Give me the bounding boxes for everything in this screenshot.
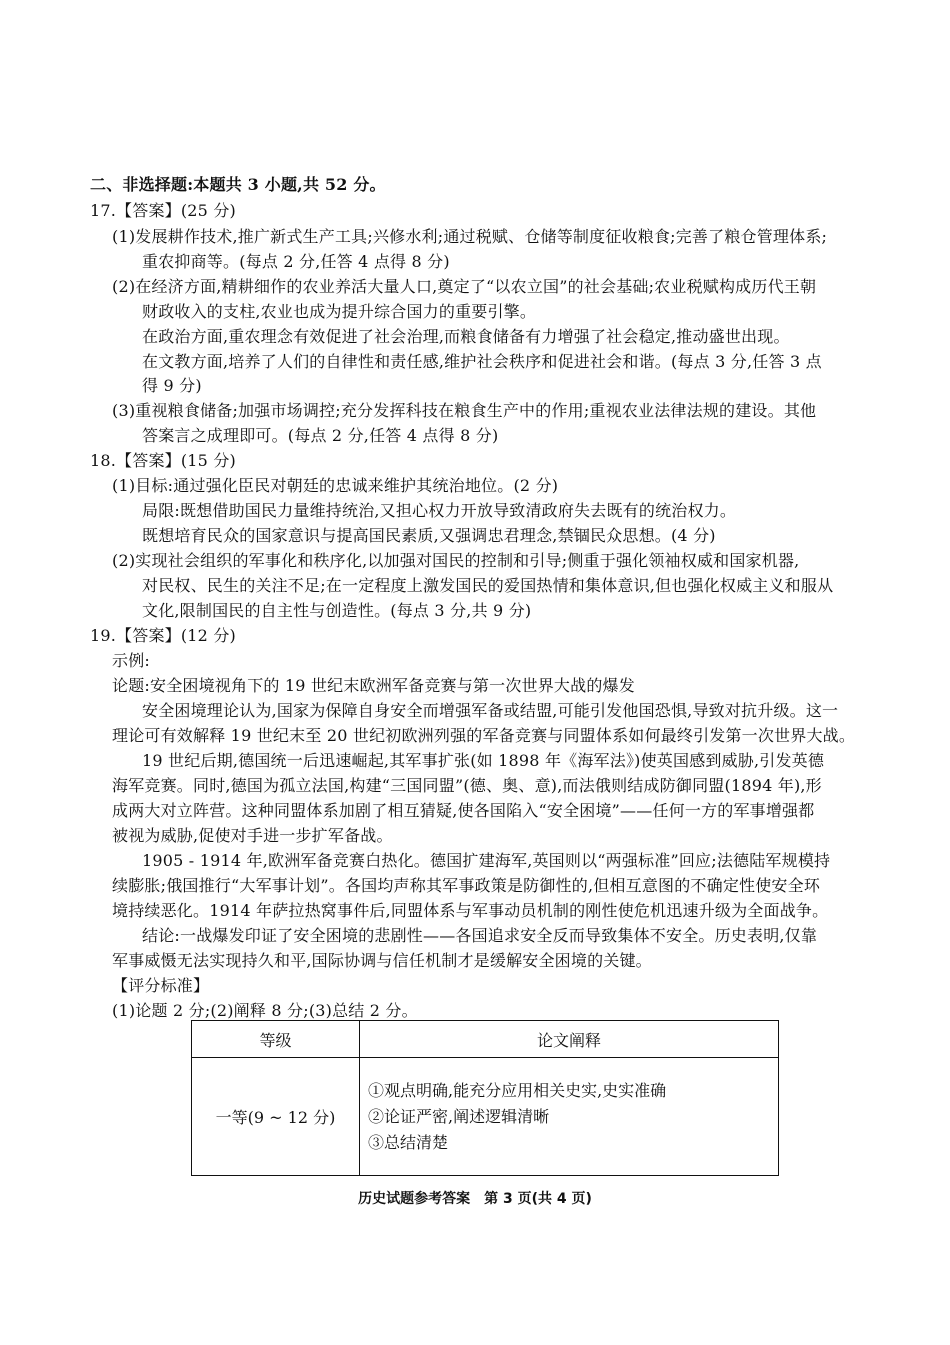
grading-table [191,1020,779,1176]
q17-part2-line5: 得 9 分) [142,376,202,395]
q19-thesis: 论题:安全困境视角下的 19 世纪末欧洲军备竞赛与第一次世界大战的爆发 [112,676,635,695]
q18-part1-line1: (1)目标:通过强化臣民对朝廷的忠诚来维护其统治地位。(2 分) [112,476,559,495]
q19-para1-line1: 安全困境理论认为,国家为保障自身安全而增强军备或结盟,可能引发他国恐惧,导致对抗升级。这一 [142,701,839,720]
q19-para3-line3: 境持续恶化。1914 年萨拉热窝事件后,同盟体系与军事动员机制的刚性使危机迅速升级为全面战争。 [112,901,829,920]
q19-para2-line4: 被视为威胁,促使对手进一步扩军备战。 [112,826,393,845]
q19-para2-line1: 19 世纪后期,德国统一后迅速崛起,其军事扩张(如 1898 年《海军法》)使英国感到威胁,引发英德 [142,751,825,770]
q19-criteria: (1)论题 2 分;(2)阐释 8 分;(3)总结 2 分。 [112,1001,418,1020]
q19-para2-line3: 成两大对立阵营。这种同盟体系加剧了相互猜疑,使各国陷入“安全困境”——任何一方的军事增强都 [112,801,815,820]
criterion-3: ③总结清楚 [368,1132,449,1152]
q19-criteria-title: 【评分标准】 [112,976,210,995]
q18-part2-line3: 文化,限制国民的自主性与创造性。(每点 3 分,共 9 分) [142,601,532,620]
q17-part1-line1: (1)发展耕作技术,推广新式生产工具;兴修水利;通过税赋、仓储等制度征收粮食;完善了粮仓管理体系; [112,227,828,246]
level-cell: 一等(9 ~ 12 分) [192,1058,360,1176]
q18-part2-line1: (2)实现社会组织的军事化和秩序化,以加强对国民的控制和引导;侧重于强化领袖权威和国家机器, [112,551,800,570]
q17-part1-line2: 重农抑商等。(每点 2 分,任答 4 点得 8 分) [142,252,450,271]
header-level: 等级 [192,1021,360,1058]
q19-example-label: 示例: [112,651,150,670]
q17-part2-line4: 在文教方面,培养了人们的自律性和责任感,维护社会秩序和促进社会和谐。(每点 3 分,任答 3 点 [142,352,822,371]
q17-part2-line2: 财政收入的支柱,农业也成为提升综合国力的重要引擎。 [142,302,537,321]
q17-part2-line3: 在政治方面,重农理念有效促进了社会治理,而粮食储备有力增强了社会稳定,推动盛世出现。 [142,327,790,346]
table-row [192,1058,779,1176]
q17-heading: 17.【答案】(25 分) [90,201,236,220]
explanation-cell [360,1058,779,1176]
page-footer: 历史试题参考答案 第 3 页(共 4 页) [358,1191,592,1207]
q19-para3-line1: 1905 - 1914 年,欧洲军备竞赛白热化。德国扩建海军,英国则以“两强标准”回应;法德陆军规模持 [142,851,831,870]
q19-para4-line2: 军事威慑无法实现持久和平,国际协调与信任机制才是缓解安全困境的关键。 [112,951,652,970]
q18-part1-line2: 局限:既想借助国民力量维持统治,又担心权力开放导致清政府失去既有的统治权力。 [142,501,737,520]
q18-heading: 18.【答案】(15 分) [90,451,236,470]
q17-part2-line1: (2)在经济方面,精耕细作的农业养活大量人口,奠定了“以农立国”的社会基础;农业税赋构成历代王朝 [112,277,817,296]
q19-para2-line2: 海军竞赛。同时,德国为孤立法国,构建“三国同盟”(德、奥、意),而法俄则结成防御同盟(1894 年),形 [112,776,822,795]
q19-heading: 19.【答案】(12 分) [90,626,236,645]
q18-part1-line3: 既想培育民众的国家意识与提高国民素质,又强调忠君理念,禁锢民众思想。(4 分) [142,526,716,545]
criterion-1: ①观点明确,能充分应用相关史实,史实准确 [368,1080,667,1100]
q18-part2-line2: 对民权、民生的关注不足;在一定程度上激发国民的爱国热情和集体意识,但也强化权威主义和服从 [142,576,834,595]
q17-part3-line2: 答案言之成理即可。(每点 2 分,任答 4 点得 8 分) [142,426,499,445]
q19-para4-line1: 结论:一战爆发印证了安全困境的悲剧性——各国追求安全反而导致集体不安全。历史表明,仅靠 [142,926,818,945]
criterion-2: ②论证严密,阐述逻辑清晰 [368,1106,550,1126]
header-explanation: 论文阐释 [360,1021,779,1058]
q19-para1-line2: 理论可有效解释 19 世纪末至 20 世纪初欧洲列强的军备竞赛与同盟体系如何最终引发第一次世界大战。 [112,726,856,745]
q17-part3-line1: (3)重视粮食储备;加强市场调控;充分发挥科技在粮食生产中的作用;重视农业法律法规的建设。其他 [112,401,817,420]
grading-table-header [192,1021,779,1058]
section-title: 二、非选择题:本题共 3 小题,共 52 分。 [90,175,386,194]
q19-para3-line2: 续膨胀;俄国推行“大军事计划”。各国均声称其军事政策是防御性的,但相互意图的不确定性使安全环 [112,876,821,895]
